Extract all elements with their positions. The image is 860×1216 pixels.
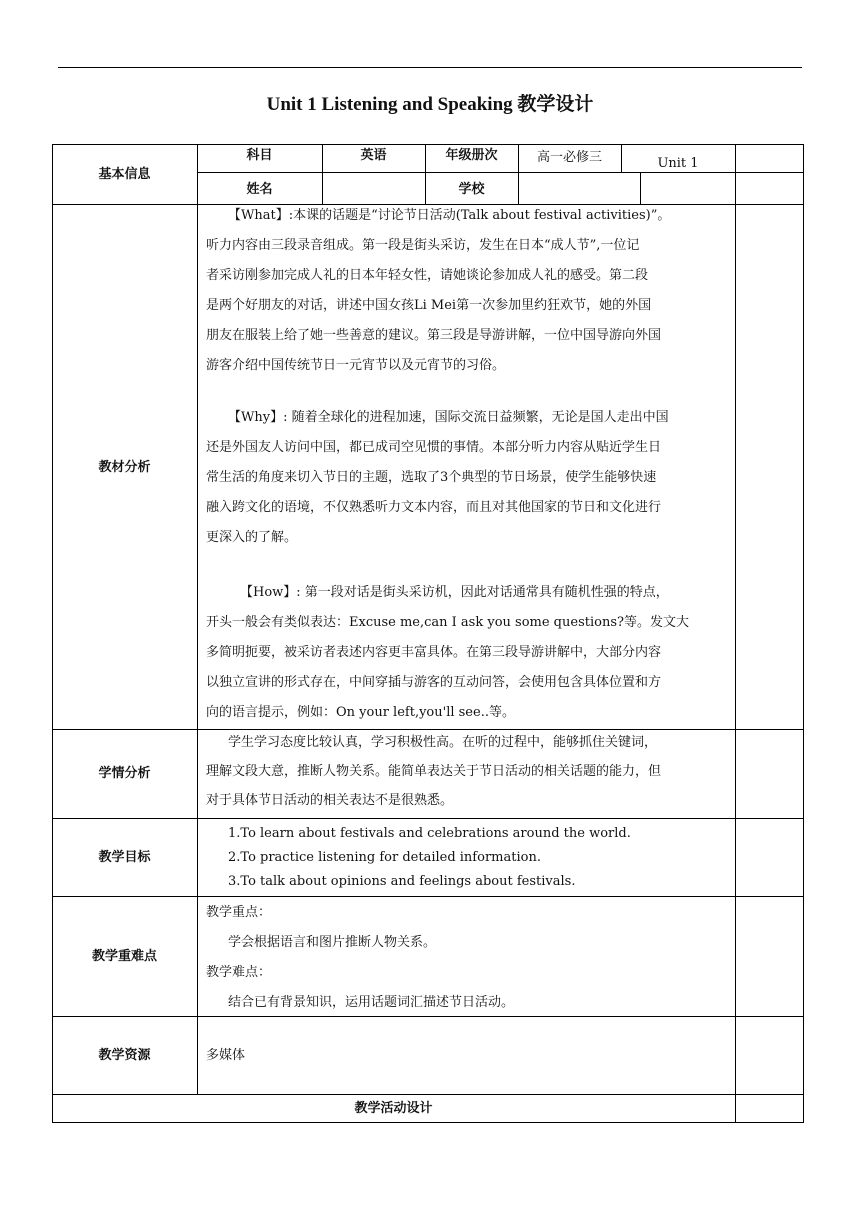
how-paragraph [206, 578, 689, 728]
how-line-1: 【How】: 第一段对话是街头采访机，因此对话通常具有随机性强的特点， [240, 585, 669, 600]
document-title: Unit 1 Listening and Speaking 教学设计 [266, 94, 594, 115]
key-points-label: 教学重难点 [91, 949, 157, 964]
subject-label: 科目 [246, 148, 273, 163]
why-line-4: 融入跨文化的语境，不仅熟悉听力文本内容，而且对其他国家的节日和文化进行 [206, 500, 662, 515]
student-analysis-label: 学情分析 [98, 766, 151, 781]
how-line-4: 以独立宣讲的形式存在，中间穿插与游客的互动问答，会使用包含具体位置和方 [206, 675, 662, 690]
grade-label: 年级册次 [445, 148, 498, 163]
difficult-points-value: 结合已有背景知识，运用话题词汇描述节日活动。 [228, 995, 515, 1010]
key-points-title: 教学重点： [206, 905, 272, 920]
name-label: 姓名 [246, 182, 273, 197]
student-line-2: 理解文段大意，推断人物关系。能简单表达关于节日活动的相关话题的能力，但 [206, 764, 662, 779]
why-paragraph [206, 403, 669, 553]
student-line-3: 对于具体节日活动的相关表达不是很熟悉。 [206, 793, 454, 808]
objective-item: 2.To practice listening for detailed information. [228, 850, 541, 865]
objective-item: 3.To talk about opinions and feelings about festivals. [228, 874, 576, 889]
what-line-1: 【What】:本课的话题是“讨论节日活动(Talk about festival activities)”。 [228, 208, 671, 223]
grade-value: 高一必修三 [536, 150, 602, 165]
what-line-4: 是两个好朋友的对话，讲述中国女孩Li Mei第一次参加里约狂欢节，她的外国 [206, 298, 652, 313]
objectives-list [228, 822, 631, 894]
why-line-5: 更深入的了解。 [206, 530, 298, 545]
basic-info-label: 基本信息 [98, 167, 151, 182]
why-line-1: 【Why】: 随着全球化的进程加速，国际交流日益频繁，无论是国人走出中国 [228, 410, 669, 425]
difficult-points-title: 教学难点： [206, 965, 272, 980]
objectives-label: 教学目标 [98, 850, 151, 865]
header-rule [58, 67, 802, 68]
subject-value: 英语 [360, 148, 387, 163]
school-label: 学校 [458, 182, 485, 197]
how-line-3: 多简明扼要，被采访者表述内容更丰富具体。在第三段导游讲解中，大部分内容 [206, 645, 662, 660]
objective-item: 1.To learn about festivals and celebrations around the world. [228, 826, 631, 841]
key-points-text [206, 898, 514, 1018]
why-line-3: 常生活的角度来切入节日的主题，选取了3个典型的节日场景，使学生能够快速 [206, 470, 657, 485]
material-analysis-label: 教材分析 [98, 460, 151, 475]
activity-design-label: 教学活动设计 [354, 1101, 433, 1116]
what-line-2: 听力内容由三段录音组成。第一段是街头采访，发生在日本“成人节”,一位记 [206, 238, 640, 253]
how-line-5: 向的语言提示，例如：On your left,you'll see..等。 [206, 705, 515, 720]
student-line-1: 学生学习态度比较认真，学习积极性高。在听的过程中，能够抓住关键词， [228, 735, 658, 750]
resources-label: 教学资源 [98, 1048, 151, 1063]
why-line-2: 还是外国友人访问中国，都已成司空见惯的事情。本部分听力内容从贴近学生日 [206, 440, 662, 455]
unit-value: Unit 1 [657, 156, 699, 171]
how-line-2: 开头一般会有类似表达：Excuse me,can I ask you some questions?等。发文大 [206, 615, 689, 630]
what-paragraph [206, 201, 670, 381]
what-line-5: 朋友在服装上给了她一些善意的建议。第三段是导游讲解，一位中国导游向外国 [206, 328, 662, 343]
what-line-3: 者采访刚参加完成人礼的日本年轻女性，请她谈论参加成人礼的感受。第二段 [206, 268, 649, 283]
resources-value: 多媒体 [206, 1048, 246, 1063]
what-line-6: 游客介绍中国传统节日一元宵节以及元宵节的习俗。 [206, 358, 506, 373]
key-points-value: 学会根据语言和图片推断人物关系。 [228, 935, 437, 950]
student-analysis-text [206, 728, 661, 815]
